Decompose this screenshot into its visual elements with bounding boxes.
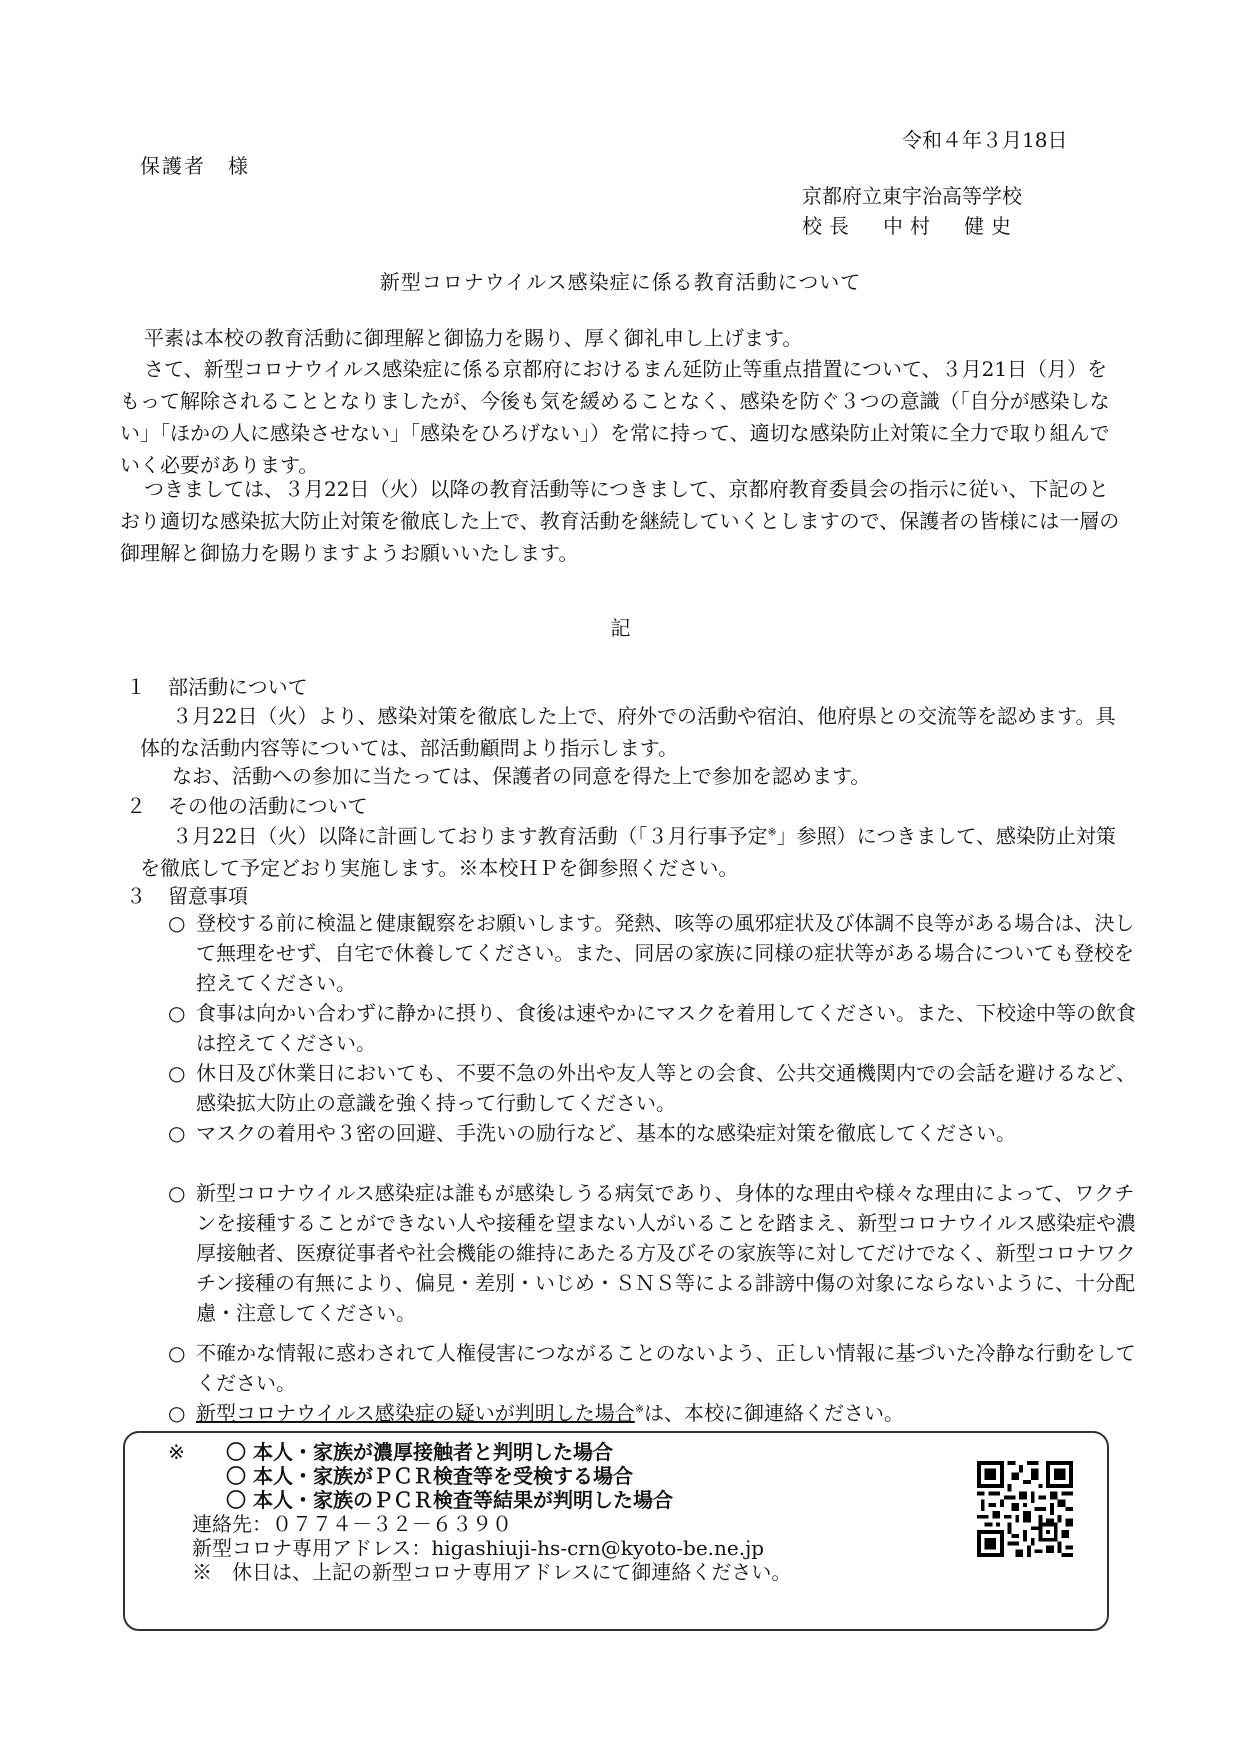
- section-title: 部活動について: [168, 675, 308, 699]
- bullet-circle-icon: ○: [168, 911, 186, 935]
- footnote-mark: ※: [634, 1402, 645, 1416]
- section-1-heading: [126, 671, 308, 703]
- note-text: マスクの着用や３密の回避、手洗いの励行など、基本的な感染症対策を徹底してください。: [196, 1121, 1016, 1145]
- recipient: 保護者 様: [140, 154, 250, 178]
- bullet-circle-icon: ○: [168, 1181, 186, 1205]
- section-2-body-text-end: 」参照）につきまして、感染防止対策を徹底して予定どおり実施します。※本校ＨＰを御参照ください。: [140, 824, 1116, 880]
- section-number: ２: [126, 794, 146, 818]
- note-item: [168, 998, 1151, 1058]
- principal-name: 校長 中村 健史: [802, 214, 1018, 238]
- section-2-heading: [126, 790, 368, 822]
- note-text: 新型コロナウイルス感染症は誰もが感染しうる病気であり、身体的な理由や様々な理由によって、ワクチンを接種することができない人や接種を望まない人がいることを踏まえ、新型コロナウイルス感染症や濃厚接触者、医療従事者や社会機能の維持にあたる方及びその家族等に対してだけでなく、新型コロナワクチン接種の有無により、偏見・差別・いじめ・ＳＮＳ等による誹謗中傷の対象にならないように、十分配慮・注意してください。: [196, 1181, 1136, 1325]
- section-title: 留意事項: [168, 884, 248, 908]
- note-item: [168, 1118, 1151, 1148]
- holiday-note: ※ 休日は、上記の新型コロナ専用アドレスにて御連絡ください。: [192, 1560, 792, 1584]
- note-box-condition: 〇 本人・家族のＰＣＲ検査等結果が判明した場合: [226, 1488, 673, 1512]
- note-text: 食事は向かい合わずに静かに摂り、食後は速やかにマスクを着用してください。また、下校途中等の飲食は控えてください。: [196, 1001, 1136, 1055]
- document-date: 令和４年３月18日: [902, 128, 1068, 152]
- section-number: ３: [126, 884, 146, 908]
- note-box-condition: 〇 本人・家族がＰＣＲ検査等を受検する場合: [226, 1464, 633, 1488]
- section-2-body-text: ３月22日（火）以降に計画しております教育活動（「３月行事予定: [172, 824, 768, 848]
- note-item: [168, 1178, 1151, 1328]
- bullet-circle-icon: ○: [168, 1401, 186, 1425]
- document-title: 新型コロナウイルス感染症に係る教育活動について: [379, 270, 862, 294]
- note-underlined-text: 新型コロナウイルス感染症の疑いが判明した場合: [196, 1401, 635, 1425]
- note-box-star: ※: [168, 1440, 185, 1464]
- bullet-circle-icon: ○: [168, 1061, 186, 1085]
- contact-phone: 連絡先：０７７４－３２－６３９０: [192, 1512, 512, 1536]
- note-item: [168, 908, 1151, 998]
- note-box-condition: 〇 本人・家族が濃厚接触者と判明した場合: [226, 1440, 613, 1464]
- footnote-mark: ※: [767, 825, 777, 839]
- section-1-note: なお、活動への参加に当たっては、保護者の同意を得た上で参加を認めます。: [172, 764, 871, 788]
- bullet-circle-icon: ○: [168, 1121, 186, 1145]
- section-number: １: [126, 675, 146, 699]
- note-text: 不確かな情報に惑わされて人権侵害につながることのないよう、正しい情報に基づいた冷静な行動をしてください。: [196, 1341, 1136, 1395]
- note-text: は、本校に御連絡ください。: [644, 1401, 905, 1425]
- note-item: [168, 1338, 1151, 1398]
- section-2-body: [140, 820, 1120, 884]
- bullet-circle-icon: ○: [168, 1001, 186, 1025]
- school-name: 京都府立東宇治高等学校: [802, 184, 1022, 208]
- intro-paragraph-1: 平素は本校の教育活動に御理解と御協力を賜り、厚く御礼申し上げます。: [144, 326, 803, 350]
- note-item: [168, 1058, 1151, 1118]
- ki-heading: 記: [610, 616, 631, 640]
- note-text: 休日及び休業日においても、不要不急の外出や友人等との会食、公共交通機関内での会話を避けるなど、感染拡大防止の意識を強く持って行動してください。: [196, 1061, 1136, 1115]
- section-title: その他の活動について: [168, 794, 368, 818]
- contact-email: 新型コロナ専用アドレス：higashiuji-hs-crn@kyoto-be.ne.jp: [192, 1536, 765, 1560]
- qr-code-icon[interactable]: [977, 1461, 1073, 1557]
- note-text: 登校する前に検温と健康観察をお願いします。発熱、咳等の風邪症状及び体調不良等がある場合は、決して無理をせず、自宅で休養してください。また、同居の家族に同様の症状等がある場合についても登校を控えてください。: [196, 911, 1135, 995]
- note-item-contact: [168, 1398, 1151, 1428]
- section-1-body: ３月22日（火）より、感染対策を徹底した上で、府外での活動や宿泊、他府県との交流等を認めます。具体的な活動内容等については、部活動顧問より指示します。: [140, 704, 1116, 760]
- intro-paragraph-3: つきましては、３月22日（火）以降の教育活動等につきまして、京都府教育委員会の指示に従い、下記のとおり適切な感染拡大防止対策を徹底した上で、教育活動を継続していくとしますので、保護者の皆様には一層の御理解と御協力を賜りますようお願いいたします。: [120, 477, 1120, 565]
- bullet-circle-icon: ○: [168, 1341, 186, 1365]
- intro-paragraph-2: さて、新型コロナウイルス感染症に係る京都府におけるまん延防止等重点措置について、３月21日（月）をもって解除されることとなりましたが、今後も気を緩めることなく、感染を防ぐ３つの意識（「自分が感染しない」「ほかの人に感染させない」「感染をひろげない」）を常に持って、適切な感染防止対策に全力で取り組んでいく必要があります。: [120, 357, 1110, 477]
